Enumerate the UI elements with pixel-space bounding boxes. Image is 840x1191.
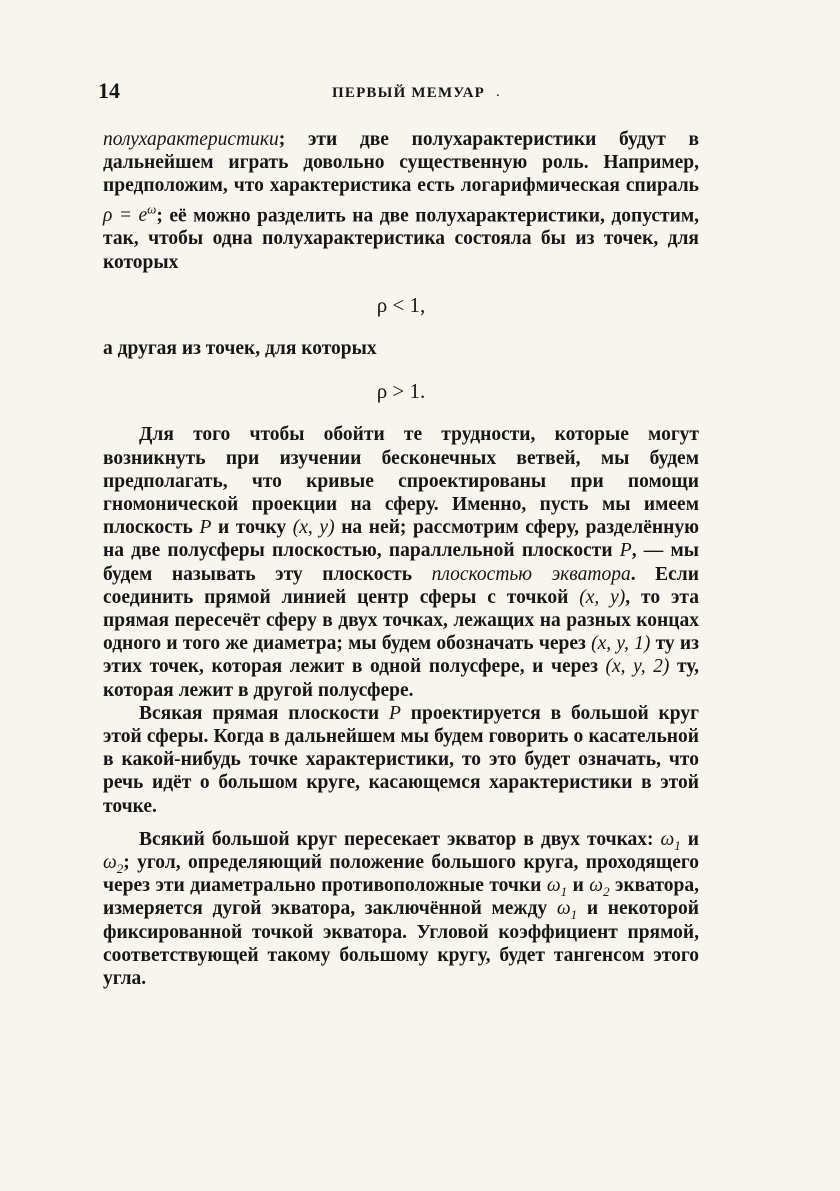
paragraph-1: полухарактеристики; эти две полухарактеристики будут в дальнейшем играть довольно существенную роль. Например, предположим, что характеристика есть логарифмическая спираль $\rho = e^\omega$; её можно разделить на две полухарактеристики, допустим, так, чтобы одна полухарактеристика состояла бы из точек, для которых: [103, 129, 699, 273]
paragraph-3: Для того чтобы обойти те трудности, которые могут возникнуть при изучении бесконечных ветвей, мы будем предполагать, что кривые спроектированы при помощи гномонической проекции на сферу. Именно, пусть мы имеем плоскость P и точку (x, y) на ней; рассмотрим сферу, разделённую на две полусферы плоскостью, параллельной плоскости P, — мы будем называть эту плоскость плоскостью экватора. Если соединить прямой линией центр сферы с точкой (x, y), то эта прямая пересечёт сферу в двух точках, лежащих на разных концах одного и того же диаметра; мы будем обозначать через (x, y, 1) ту из этих точек, которая лежит в одной полусфере, и через (x, y, 2) ту, которая лежит в другой полусфере.: [103, 424, 699, 701]
omega-1: $\omega_1$: [556, 898, 578, 923]
omega-1: $\omega_1$: [660, 828, 681, 853]
term-equator-plane: плоскостью экватора: [431, 563, 631, 585]
paragraph-4: Всякая прямая плоскости P проектируется в большой круг этой сферы. Когда в дальнейшем мы будем говорить о касательной в какой-нибудь точке характеристики, то это будет означать, что речь идёт о большом круге, касающемся характеристики в этой точке.: [103, 702, 699, 817]
omega-2: $\omega_2$: [103, 851, 124, 876]
term-half-characteristics: полухарактеристики: [103, 129, 279, 150]
running-head: ПЕРВЫЙ МЕМУАР: [332, 85, 486, 101]
spiral-formula: $\rho = e^\omega$: [103, 201, 157, 227]
omega-1: $\omega_1$: [546, 875, 568, 900]
paragraph-5: Всякий большой круг пересекает экватор в двух точках: $\omega_1$ и $\omega_2$; угол, определяющий положение большого круга, проходящего через эти диаметрально противоположные точки $\omega_1$ и $\omega_2$ экватора, измеряется дугой экватора, заключённой между $\omega_1$ и некоторой фиксированной точкой экватора. Угловой коэффициент прямой, соответствующей такому большому кругу, будет тангенсом этого угла.: [103, 828, 699, 989]
running-head-mark: .: [496, 84, 500, 100]
page-number: 14: [98, 78, 120, 103]
formula-rho-less-1: ρ < 1,: [376, 292, 426, 317]
formula-rho-greater-1: ρ > 1.: [376, 379, 426, 404]
paragraph-2: а другая из точек, для которых: [103, 337, 377, 359]
body-text: [103, 128, 699, 990]
omega-2: $\omega_2$: [589, 875, 610, 900]
